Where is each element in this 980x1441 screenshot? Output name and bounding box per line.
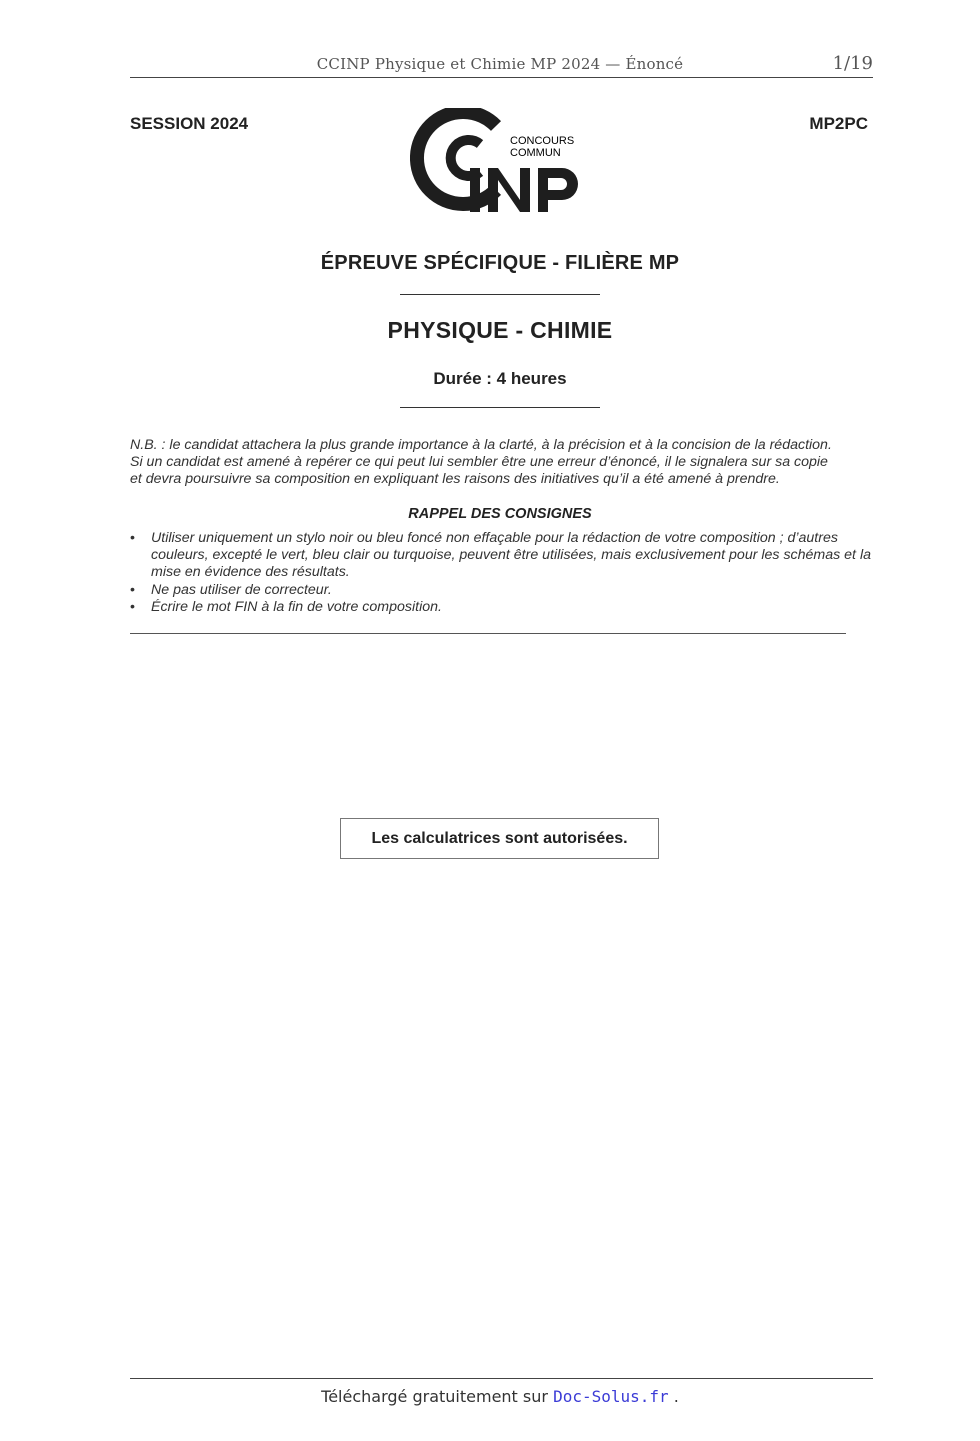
nb-line: et devra poursuivre sa composition en expliquant les raisons des initiatives qu’il a été amené à prendre. <box>130 471 780 487</box>
consigne-item <box>130 530 875 582</box>
duration-label: Durée : 4 heures <box>433 369 567 388</box>
bullet-icon: • <box>130 581 135 598</box>
page-number: 1/19 <box>832 53 873 74</box>
header-rule <box>130 77 873 78</box>
epreuve-title: ÉPREUVE SPÉCIFIQUE - FILIÈRE MP <box>320 252 680 274</box>
logo-outer-c <box>417 112 496 204</box>
consignes-list <box>130 530 875 616</box>
footer-text <box>0 1387 980 1406</box>
logo-letter-i <box>470 168 480 212</box>
title-divider-bottom <box>400 407 600 408</box>
bullet-icon: • <box>130 598 135 615</box>
calculators-notice-box: Les calculatrices sont autorisées. <box>340 818 659 859</box>
consignes-divider <box>130 633 846 634</box>
title-divider-top <box>400 294 600 295</box>
consigne-item <box>130 582 875 599</box>
logo-letter-p <box>538 168 578 212</box>
consignes-heading: RAPPEL DES CONSIGNES <box>408 506 592 522</box>
logo-letter-n <box>488 168 530 212</box>
logo-text-commun: COMMUN <box>510 147 561 159</box>
footer-suffix: . <box>668 1387 679 1406</box>
ccinp-logo <box>410 108 590 218</box>
nb-line: Si un candidat est amené à repérer ce qui peut lui sembler être une erreur d’énoncé, il le signalera sur sa copie <box>130 454 828 470</box>
bullet-icon: • <box>130 530 135 546</box>
subject-title: PHYSIQUE - CHIMIE <box>387 317 613 343</box>
logo-text-concours: CONCOURS <box>510 135 575 147</box>
running-header-title: CCINP Physique et Chimie MP 2024 — Énoncé <box>316 55 684 73</box>
consigne-text: Utiliser uniquement un stylo noir ou bleu foncé non effaçable pour la rédaction de votre composition ; d’autres couleurs, excepté le vert, bleu clair ou turquoise, peuvent être utilisées, mais exclusivement pour les schémas et la mise en évidence des résultats. <box>151 530 871 581</box>
consigne-text: Écrire le mot FIN à la fin de votre composition. <box>151 598 442 615</box>
nb-paragraph <box>130 437 875 488</box>
exam-code: MP2PC <box>809 114 868 133</box>
consigne-item <box>130 599 875 616</box>
footer-rule <box>130 1378 873 1379</box>
session-label: SESSION 2024 <box>130 114 249 133</box>
nb-line: N.B. : le candidat attachera la plus grande importance à la clarté, à la précision et à la concision de la rédaction. <box>130 437 832 453</box>
doc-solus-link[interactable]: Doc-Solus.fr <box>553 1387 669 1406</box>
footer-prefix: Téléchargé gratuitement sur <box>321 1387 554 1406</box>
consigne-text: Ne pas utiliser de correcteur. <box>151 581 332 598</box>
